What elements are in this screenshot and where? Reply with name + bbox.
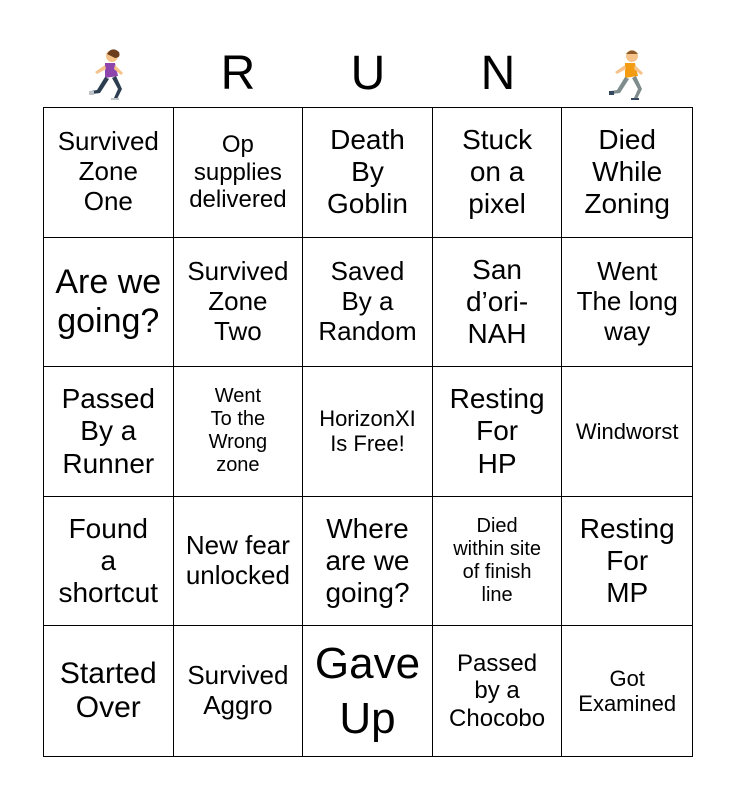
bingo-cell[interactable] <box>562 626 692 756</box>
bingo-cell[interactable] <box>303 497 433 627</box>
bingo-cell[interactable] <box>174 367 304 497</box>
bingo-cell[interactable] <box>433 367 563 497</box>
bingo-cell-text: Survived Aggro <box>187 660 289 721</box>
bingo-cell[interactable] <box>303 367 433 497</box>
bingo-cell-text: Gave Up <box>314 639 421 744</box>
bingo-cell[interactable] <box>562 367 692 497</box>
bingo-cell-text: Death By Goblin <box>327 124 408 220</box>
bingo-cell-text: Survived Zone Two <box>187 256 289 346</box>
bingo-cell-text: Resting For MP <box>579 512 675 609</box>
bingo-cell-text: San d’ori- NAH <box>465 253 529 349</box>
bingo-cell[interactable] <box>433 497 563 627</box>
header-letter-u: U <box>350 47 386 100</box>
header-left-icon-cell <box>43 40 173 108</box>
bingo-cell[interactable] <box>562 497 692 627</box>
header-letter-r: R <box>220 47 256 100</box>
bingo-cell-text: Resting For HP <box>449 383 545 479</box>
bingo-cell-text: Got Examined <box>578 665 677 717</box>
bingo-cell-text: Passed By a Runner <box>61 383 155 479</box>
bingo-cell-text: Passed by a Chocobo <box>449 649 546 732</box>
bingo-cell[interactable] <box>174 497 304 627</box>
bingo-cell-text: Found a shortcut <box>58 512 159 609</box>
bingo-cell-text: Windworst <box>575 418 679 444</box>
bingo-cell[interactable] <box>562 238 692 368</box>
bingo-cell[interactable] <box>562 108 692 238</box>
bingo-cell-text: Are we going? <box>55 262 162 340</box>
bingo-cell[interactable] <box>44 238 174 368</box>
bingo-cell-text: Went The long way <box>576 256 678 346</box>
bingo-cell[interactable] <box>433 626 563 756</box>
bingo-cell[interactable] <box>44 497 174 627</box>
bingo-board <box>43 107 693 757</box>
header-letter-n: N <box>480 47 516 100</box>
bingo-header <box>43 40 693 108</box>
bingo-cell[interactable] <box>174 238 304 368</box>
bingo-cell[interactable] <box>303 626 433 756</box>
man-running-icon <box>605 48 651 100</box>
bingo-cell[interactable] <box>44 367 174 497</box>
bingo-cell[interactable] <box>303 238 433 368</box>
bingo-cell-text: HorizonXI Is Free! <box>319 406 416 457</box>
bingo-cell-text: Survived Zone One <box>57 126 159 217</box>
bingo-cell-text: Where are we going? <box>325 512 410 609</box>
bingo-cell-text: Went To the Wrong zone <box>208 385 268 477</box>
bingo-cell[interactable] <box>174 626 304 756</box>
bingo-cell-text: Op supplies delivered <box>189 130 287 214</box>
bingo-cell-text: Died within site of finish line <box>453 515 541 607</box>
bingo-cell[interactable] <box>433 238 563 368</box>
woman-running-icon <box>85 48 131 100</box>
bingo-grid <box>44 108 692 756</box>
bingo-cell[interactable] <box>433 108 563 238</box>
bingo-cell-text: New fear unlocked <box>185 530 290 591</box>
bingo-cell[interactable] <box>44 108 174 238</box>
bingo-cell-text: Died While Zoning <box>584 124 670 220</box>
bingo-cell-text: Saved By a Random <box>318 256 417 346</box>
bingo-cell-text: Stuck on a pixel <box>462 124 533 220</box>
header-right-icon-cell <box>563 40 693 108</box>
bingo-cell[interactable] <box>303 108 433 238</box>
bingo-cell[interactable] <box>174 108 304 238</box>
bingo-cell[interactable] <box>44 626 174 756</box>
bingo-cell-text: Started Over <box>59 656 157 725</box>
